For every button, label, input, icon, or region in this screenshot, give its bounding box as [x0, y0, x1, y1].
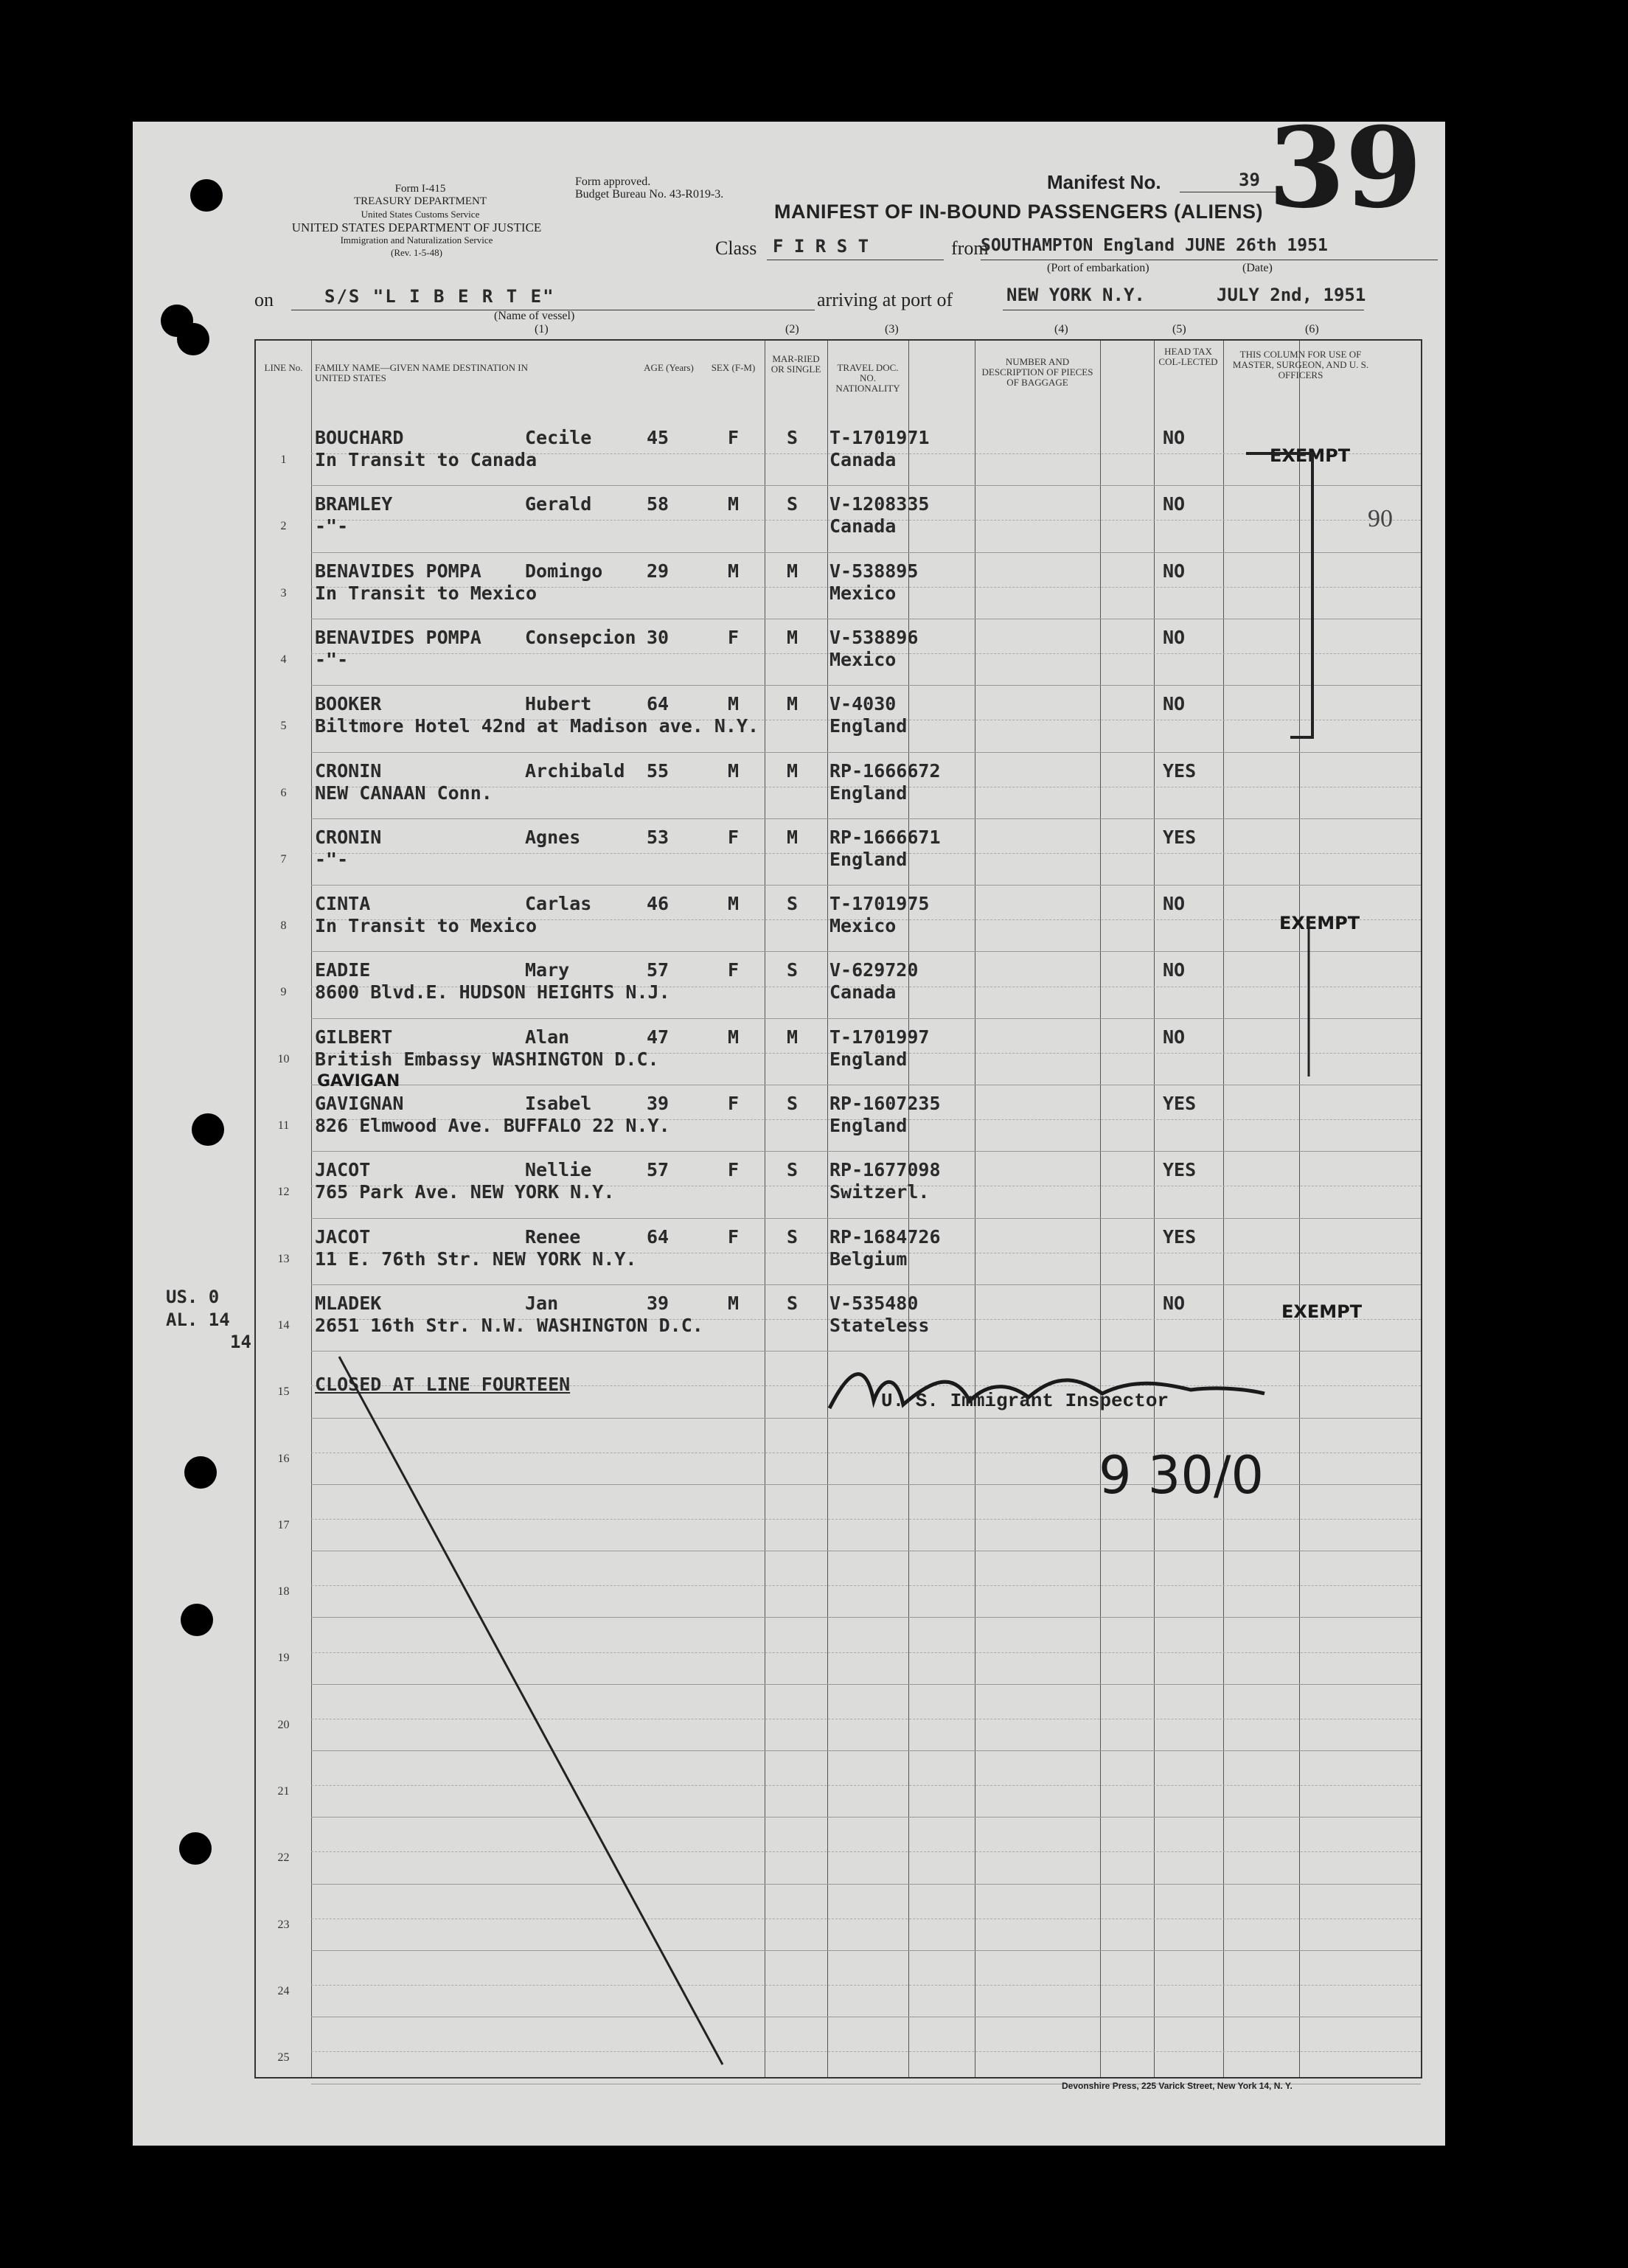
marital-status: S — [787, 493, 799, 515]
family-name: JACOT — [315, 1159, 371, 1181]
destination: 765 Park Ave. NEW YORK N.Y. — [315, 1181, 615, 1203]
sex: F — [728, 626, 740, 648]
given-name: Jan — [525, 1292, 559, 1314]
age: 29 — [647, 560, 669, 582]
destination: 11 E. 76th Str. NEW YORK N.Y. — [315, 1248, 637, 1270]
sex: F — [728, 427, 740, 448]
sex: M — [728, 1292, 740, 1314]
destination: In Transit to Mexico — [315, 582, 538, 604]
given-name: Archibald — [525, 759, 625, 782]
family-name: JACOT — [315, 1225, 371, 1248]
destination: 2651 16th Str. N.W. WASHINGTON D.C. — [315, 1314, 703, 1336]
travel-doc-no: RP-1684726 — [829, 1225, 941, 1248]
col-num-6: (6) — [1305, 323, 1319, 335]
given-name: Isabel — [525, 1093, 592, 1114]
line-number: 15 — [277, 1385, 290, 1399]
age: 58 — [647, 493, 669, 515]
revision: (Rev. 1-5-48) — [391, 247, 442, 258]
nationality: Mexico — [829, 582, 897, 604]
age: 57 — [647, 1159, 669, 1181]
col-num-4: (4) — [1054, 323, 1068, 335]
sex: M — [728, 1026, 740, 1048]
nationality: England — [829, 1115, 908, 1136]
age: 64 — [647, 693, 669, 715]
travel-doc-no: T-1701975 — [829, 893, 930, 915]
nationality: Mexico — [829, 915, 897, 937]
closed-note: CLOSED AT LINE FOURTEEN — [315, 1374, 571, 1396]
marital-status: M — [787, 693, 799, 715]
given-name: Consepcion — [525, 626, 636, 648]
travel-doc-no: RP-1666671 — [829, 826, 941, 848]
manifest-no-value: 39 — [1239, 170, 1260, 190]
nationality: Belgium — [829, 1248, 908, 1270]
head-tax: YES — [1163, 1225, 1197, 1248]
col-num-2: (2) — [785, 323, 799, 335]
line-number: 11 — [277, 1119, 290, 1132]
sex: M — [728, 759, 740, 782]
nationality: Canada — [829, 515, 897, 538]
sex: F — [728, 1159, 740, 1181]
arrival-port-value: NEW YORK N.Y. — [1006, 285, 1145, 305]
age: 53 — [647, 826, 669, 848]
given-name: Gerald — [525, 493, 592, 515]
line-number: 23 — [277, 1918, 290, 1931]
vessel-caption: (Name of vessel) — [494, 310, 575, 322]
family-name: BOOKER — [315, 693, 382, 715]
line-number: 9 — [280, 986, 287, 999]
ins-title: Immigration and Naturalization Service — [340, 234, 493, 246]
col-header-tax: HEAD TAX COL-LECTED — [1158, 346, 1218, 367]
form-number: Form I-415 — [394, 183, 446, 195]
exempt-note: EXEMPT — [1270, 445, 1351, 466]
line-number: 18 — [277, 1585, 290, 1599]
marital-status: S — [787, 1225, 799, 1248]
given-name: Carlas — [525, 893, 592, 915]
sex: F — [728, 959, 740, 981]
line-number: 22 — [277, 1851, 290, 1865]
given-name: Mary — [525, 959, 570, 981]
arriving-label: arriving at port of — [817, 289, 953, 310]
treasury-dept: TREASURY DEPARTMENT — [353, 195, 487, 207]
head-tax: YES — [1163, 759, 1197, 782]
age: 39 — [647, 1093, 669, 1114]
nationality: Switzerl. — [829, 1181, 930, 1203]
head-tax: NO — [1163, 959, 1186, 981]
sex: M — [728, 493, 740, 515]
approved-line: Form approved. — [575, 175, 651, 188]
col-header-line: LINE No. — [264, 362, 303, 373]
family-name: CINTA — [315, 893, 371, 915]
sex: F — [728, 826, 740, 848]
marital-status: S — [787, 1292, 799, 1314]
line-number: 20 — [277, 1718, 290, 1731]
family-name: BENAVIDES POMPA — [315, 626, 481, 648]
line-number: 4 — [280, 653, 287, 666]
age: 64 — [647, 1225, 669, 1248]
destination: -"- — [315, 848, 349, 870]
inspector-caption: U. S. Immigrant Inspector — [881, 1390, 1169, 1412]
destination: British Embassy WASHINGTON D.C. — [315, 1048, 659, 1070]
marital-status: S — [787, 1093, 799, 1114]
travel-doc-no: T-1701971 — [829, 427, 930, 448]
nationality: Canada — [829, 449, 897, 470]
col-header-age: AGE (Years) — [644, 362, 694, 373]
head-tax: NO — [1163, 893, 1186, 915]
family-name: BOUCHARD — [315, 427, 404, 448]
on-label: on — [254, 289, 274, 310]
class-value: F I R S T — [773, 236, 869, 257]
embarkation-value: SOUTHAMPTON England JUNE 26th 1951 — [981, 236, 1328, 255]
line-number: 19 — [277, 1652, 290, 1665]
sex: M — [728, 693, 740, 715]
sex: M — [728, 893, 740, 915]
travel-doc-no: V-629720 — [829, 959, 919, 981]
age: 55 — [647, 759, 669, 782]
line-number: 7 — [280, 852, 287, 866]
given-name: Nellie — [525, 1159, 592, 1181]
family-name: EADIE — [315, 959, 371, 981]
vessel-value: S/S "L I B E R T E" — [324, 286, 555, 307]
family-name: BENAVIDES POMPA — [315, 560, 481, 582]
sex: M — [728, 560, 740, 582]
line-number: 13 — [277, 1252, 290, 1265]
travel-doc-no: RP-1607235 — [829, 1093, 941, 1114]
age: 30 — [647, 626, 669, 648]
line-number: 2 — [280, 520, 287, 533]
doj-title: UNITED STATES DEPARTMENT OF JUSTICE — [291, 220, 542, 234]
given-name: Agnes — [525, 826, 581, 848]
margin-total: 14 — [230, 1332, 251, 1352]
line-number: 1 — [280, 453, 287, 466]
family-name: GILBERT — [315, 1026, 393, 1048]
head-tax: NO — [1163, 626, 1186, 648]
family-name: GAVIGNAN — [315, 1093, 404, 1114]
age: 47 — [647, 1026, 669, 1048]
marital-status: S — [787, 427, 799, 448]
line-number: 21 — [277, 1785, 290, 1798]
col-num-5: (5) — [1172, 323, 1186, 335]
destination: 826 Elmwood Ave. BUFFALO 22 N.Y. — [315, 1115, 670, 1136]
marital-status: M — [787, 759, 799, 782]
line-number: 6 — [280, 786, 287, 799]
travel-doc-no: V-4030 — [829, 693, 897, 715]
destination: NEW CANAAN Conn. — [315, 782, 493, 804]
marital-status: S — [787, 959, 799, 981]
col-num-1: (1) — [535, 323, 549, 335]
destination: In Transit to Mexico — [315, 915, 538, 937]
corrected-surname: GAVIGAN — [317, 1072, 400, 1090]
customs-service: United States Customs Service — [361, 209, 480, 220]
line-number: 17 — [277, 1518, 290, 1531]
col-header-officers: THIS COLUMN FOR USE OF MASTER, SURGEON, AND U. S. OFFICERS — [1232, 349, 1369, 380]
head-tax: NO — [1163, 560, 1186, 582]
col-header-name: FAMILY NAME—GIVEN NAME DESTINATION IN UNITED STATES — [315, 362, 529, 383]
marital-status: M — [787, 560, 799, 582]
head-tax: NO — [1163, 427, 1186, 448]
manifest-title: MANIFEST OF IN-BOUND PASSENGERS (ALIENS) — [774, 201, 1264, 223]
head-tax: NO — [1163, 493, 1186, 515]
col-header-married: MAR-RIED OR SINGLE — [770, 353, 821, 375]
col-header-doc: TRAVEL DOC. NO. NATIONALITY — [835, 362, 900, 394]
travel-doc-no: V-538895 — [829, 560, 919, 582]
col-num-3: (3) — [885, 323, 899, 335]
age: 45 — [647, 427, 669, 448]
sex: F — [728, 1093, 740, 1114]
line-number: 12 — [277, 1186, 290, 1199]
nationality: Canada — [829, 981, 897, 1003]
family-name: MLADEK — [315, 1292, 382, 1314]
nationality: England — [829, 1048, 908, 1070]
age: 39 — [647, 1292, 669, 1314]
date-handwritten: 9 30/0 — [1099, 1445, 1264, 1506]
line-number: 24 — [277, 1984, 290, 1997]
family-name: CRONIN — [315, 826, 382, 848]
line-number: 14 — [277, 1318, 290, 1332]
arrival-date-value: JULY 2nd, 1951 — [1217, 285, 1366, 305]
travel-doc-no: V-535480 — [829, 1292, 919, 1314]
date-caption: (Date) — [1242, 262, 1273, 274]
margin-al-count: AL. 14 — [166, 1309, 230, 1330]
given-name: Alan — [525, 1026, 570, 1048]
head-tax: YES — [1163, 826, 1197, 848]
nationality: Stateless — [829, 1314, 930, 1336]
tally-note: 90 — [1368, 505, 1393, 532]
line-number: 16 — [277, 1452, 290, 1465]
travel-doc-no: RP-1666672 — [829, 759, 941, 782]
age: 57 — [647, 959, 669, 981]
marital-status: S — [787, 893, 799, 915]
manifest-stamp-number: 39 — [1268, 103, 1422, 233]
head-tax: NO — [1163, 1026, 1186, 1048]
line-number: 8 — [280, 919, 287, 933]
nationality: England — [829, 782, 908, 804]
marital-status: M — [787, 1026, 799, 1048]
given-name: Hubert — [525, 693, 592, 715]
col-header-sex: SEX (F-M) — [711, 362, 756, 373]
port-caption: (Port of embarkation) — [1047, 262, 1149, 274]
marital-status: M — [787, 626, 799, 648]
head-tax: NO — [1163, 1292, 1186, 1314]
destination: -"- — [315, 648, 349, 670]
exempt-note: EXEMPT — [1281, 1301, 1363, 1322]
head-tax: YES — [1163, 1093, 1197, 1114]
given-name: Domingo — [525, 560, 603, 582]
given-name: Cecile — [525, 427, 592, 448]
exempt-note: EXEMPT — [1279, 913, 1360, 933]
budget-line: Budget Bureau No. 43-R019-3. — [575, 188, 724, 201]
travel-doc-no: V-538896 — [829, 626, 919, 648]
given-name: Renee — [525, 1225, 581, 1248]
class-label: Class — [715, 237, 757, 259]
travel-doc-no: T-1701997 — [829, 1026, 930, 1048]
manifest-no-label: Manifest No. — [1047, 171, 1161, 193]
family-name: BRAMLEY — [315, 493, 393, 515]
head-tax: YES — [1163, 1159, 1197, 1181]
from-label: from — [951, 237, 989, 259]
sex: F — [728, 1225, 740, 1248]
destination: 8600 Blvd.E. HUDSON HEIGHTS N.J. — [315, 981, 670, 1003]
marital-status: M — [787, 826, 799, 848]
line-number: 5 — [280, 720, 287, 733]
nationality: Mexico — [829, 648, 897, 670]
col-header-baggage: NUMBER AND DESCRIPTION OF PIECES OF BAGGAGE — [981, 356, 1093, 388]
destination: In Transit to Canada — [315, 449, 538, 470]
marital-status: S — [787, 1159, 799, 1181]
travel-doc-no: RP-1677098 — [829, 1159, 941, 1181]
age: 46 — [647, 893, 669, 915]
nationality: England — [829, 848, 908, 870]
head-tax: NO — [1163, 693, 1186, 715]
margin-us-count: US. 0 — [166, 1287, 220, 1307]
nationality: England — [829, 715, 908, 737]
destination: Biltmore Hotel 42nd at Madison ave. N.Y. — [315, 715, 759, 737]
line-number: 3 — [280, 586, 287, 599]
printer-imprint: Devonshire Press, 225 Varick Street, New York 14, N. Y. — [1062, 2081, 1293, 2091]
destination: -"- — [315, 515, 349, 538]
travel-doc-no: V-1208335 — [829, 493, 930, 515]
line-number: 25 — [277, 2051, 290, 2064]
line-number: 10 — [277, 1052, 290, 1065]
family-name: CRONIN — [315, 759, 382, 782]
